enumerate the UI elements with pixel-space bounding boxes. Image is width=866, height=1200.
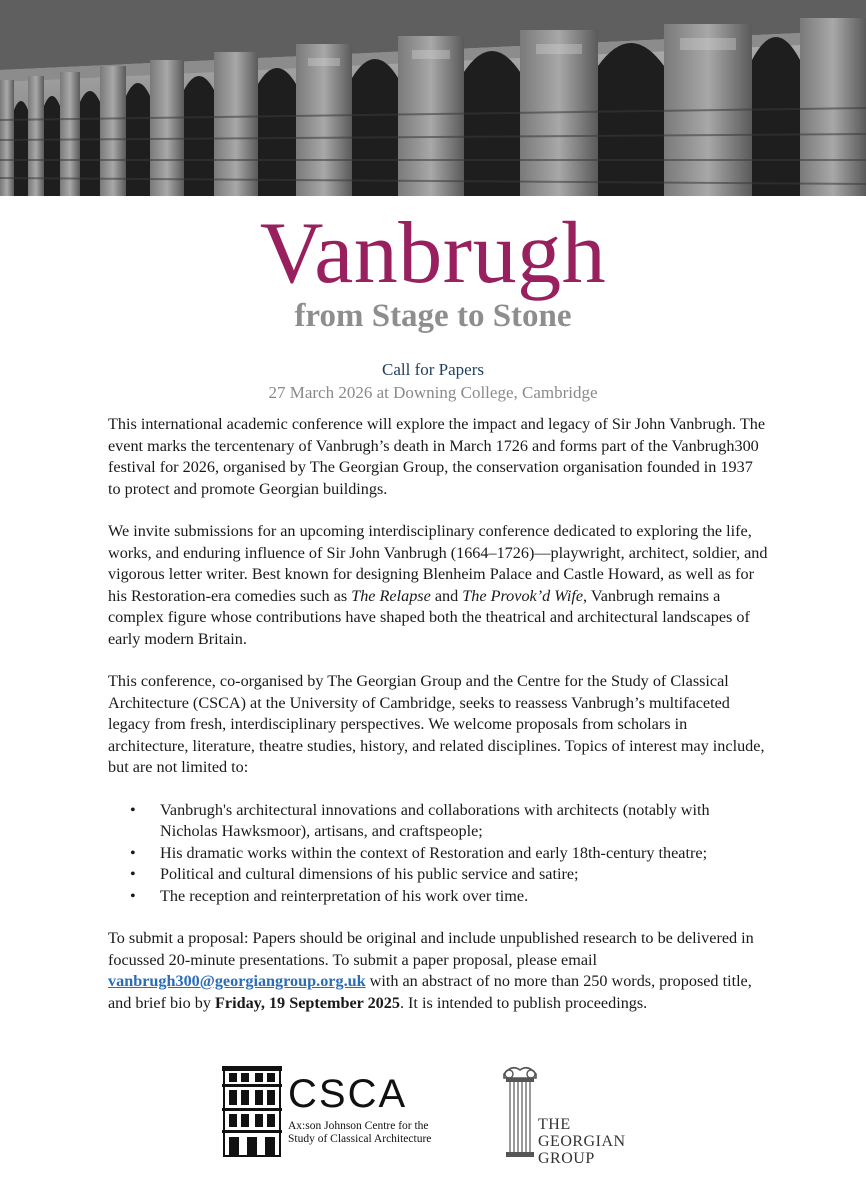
submission-text-1: To submit a proposal: Papers should be original and include unpublished research to be delivered in focussed 20-minute presentations. To submit a paper proposal, please email [108,929,754,969]
csca-name: CSCA [288,1072,408,1116]
submission-text-2: with an abstract of no more than 250 words, proposed title, and brief bio by [108,972,752,1012]
georgian-line-2: GEORGIAN [538,1133,626,1150]
topic-item: • Political and cultural dimensions of his public service and satire; [108,864,768,886]
partner-logos [0,1058,866,1168]
invitation-text-2: , Vanbrugh remains a complex figure whose contributions have shaped both the theatrical and architectural landscapes of early modern Britain. [108,586,750,648]
title-block [0,206,866,404]
scope-paragraph: This conference, co-organised by The Georgian Group and the Centre for the Study of Classical Architecture (CSCA) at the University of Cambridge, seeks to reassess Vanbrugh’s multifaceted legacy from fresh, interdisciplinary perspectives. We welcome proposals from scholars in architecture, literature, theatre studies, history, and related disciplines. Topics of interest may include, but are not limited to: [108,672,765,776]
play-title-relapse: The Relapse [351,586,431,605]
csca-subtitle-line-2: Study of Classical Architecture [288,1133,432,1145]
ionic-column-icon [502,1064,538,1158]
invitation-paragraph [108,521,768,650]
georgian-group-text [538,1116,648,1167]
topics-list [108,800,768,908]
csca-subtitle-line-1: Ax:son Johnson Centre for the [288,1120,429,1132]
georgian-line-1: THE [538,1116,571,1133]
topic-item: • His dramatic works within the context of Restoration and early 18th-century theatre; [108,843,768,865]
header-photo-arcade [0,0,866,196]
conference-subtitle: from Stage to Stone [294,298,572,334]
invitation-text-1: We invite submissions for an upcoming interdisciplinary conference dedicated to exploring the life, works, and enduring influence of Sir John Vanbrugh (1664–1726)—playwright, architect, soldier, and vigorous letter writer. Best known for designing Blenheim Palace and Castle Howard, as well as for his Restoration-era comedies such as [108,522,768,605]
submission-paragraph [108,928,768,1014]
intro-paragraph: This international academic conference will explore the impact and legacy of Sir John Vanbrugh. The event marks the tercentenary of Vanbrugh’s death in March 1726 and forms part of the Vanbrugh300 festival for 2026, organised by The Georgian Group, the conservation organisation founded in 1937 to protect and promote Georgian buildings. [108,415,766,498]
call-for-papers-heading: Call for Papers [382,360,484,379]
topic-item: • The reception and reinterpretation of his work over time. [108,886,768,908]
georgian-line-3: GROUP [538,1150,595,1167]
body-text [108,414,768,1035]
topic-item: • Vanbrugh's architectural innovations and collaborations with architects (notably with Nicholas Hawksmoor), artisans, and craftspeople; [108,800,768,843]
csca-text [288,1074,458,1146]
conference-title: Vanbrugh [259,205,607,302]
building-facade-icon [222,1064,282,1158]
invitation-and: and [430,586,463,605]
date-venue: 27 March 2026 at Downing College, Cambridge [268,383,598,402]
submission-email-link[interactable]: vanbrugh300@georgiangroup.org.uk [108,972,366,990]
submission-deadline: Friday, 19 September 2025 [215,993,400,1012]
csca-subtitle [288,1120,458,1146]
submission-text-3: . It is intended to publish proceedings. [399,993,648,1012]
play-title-provoked-wife: The Provok’d Wife [462,586,584,605]
